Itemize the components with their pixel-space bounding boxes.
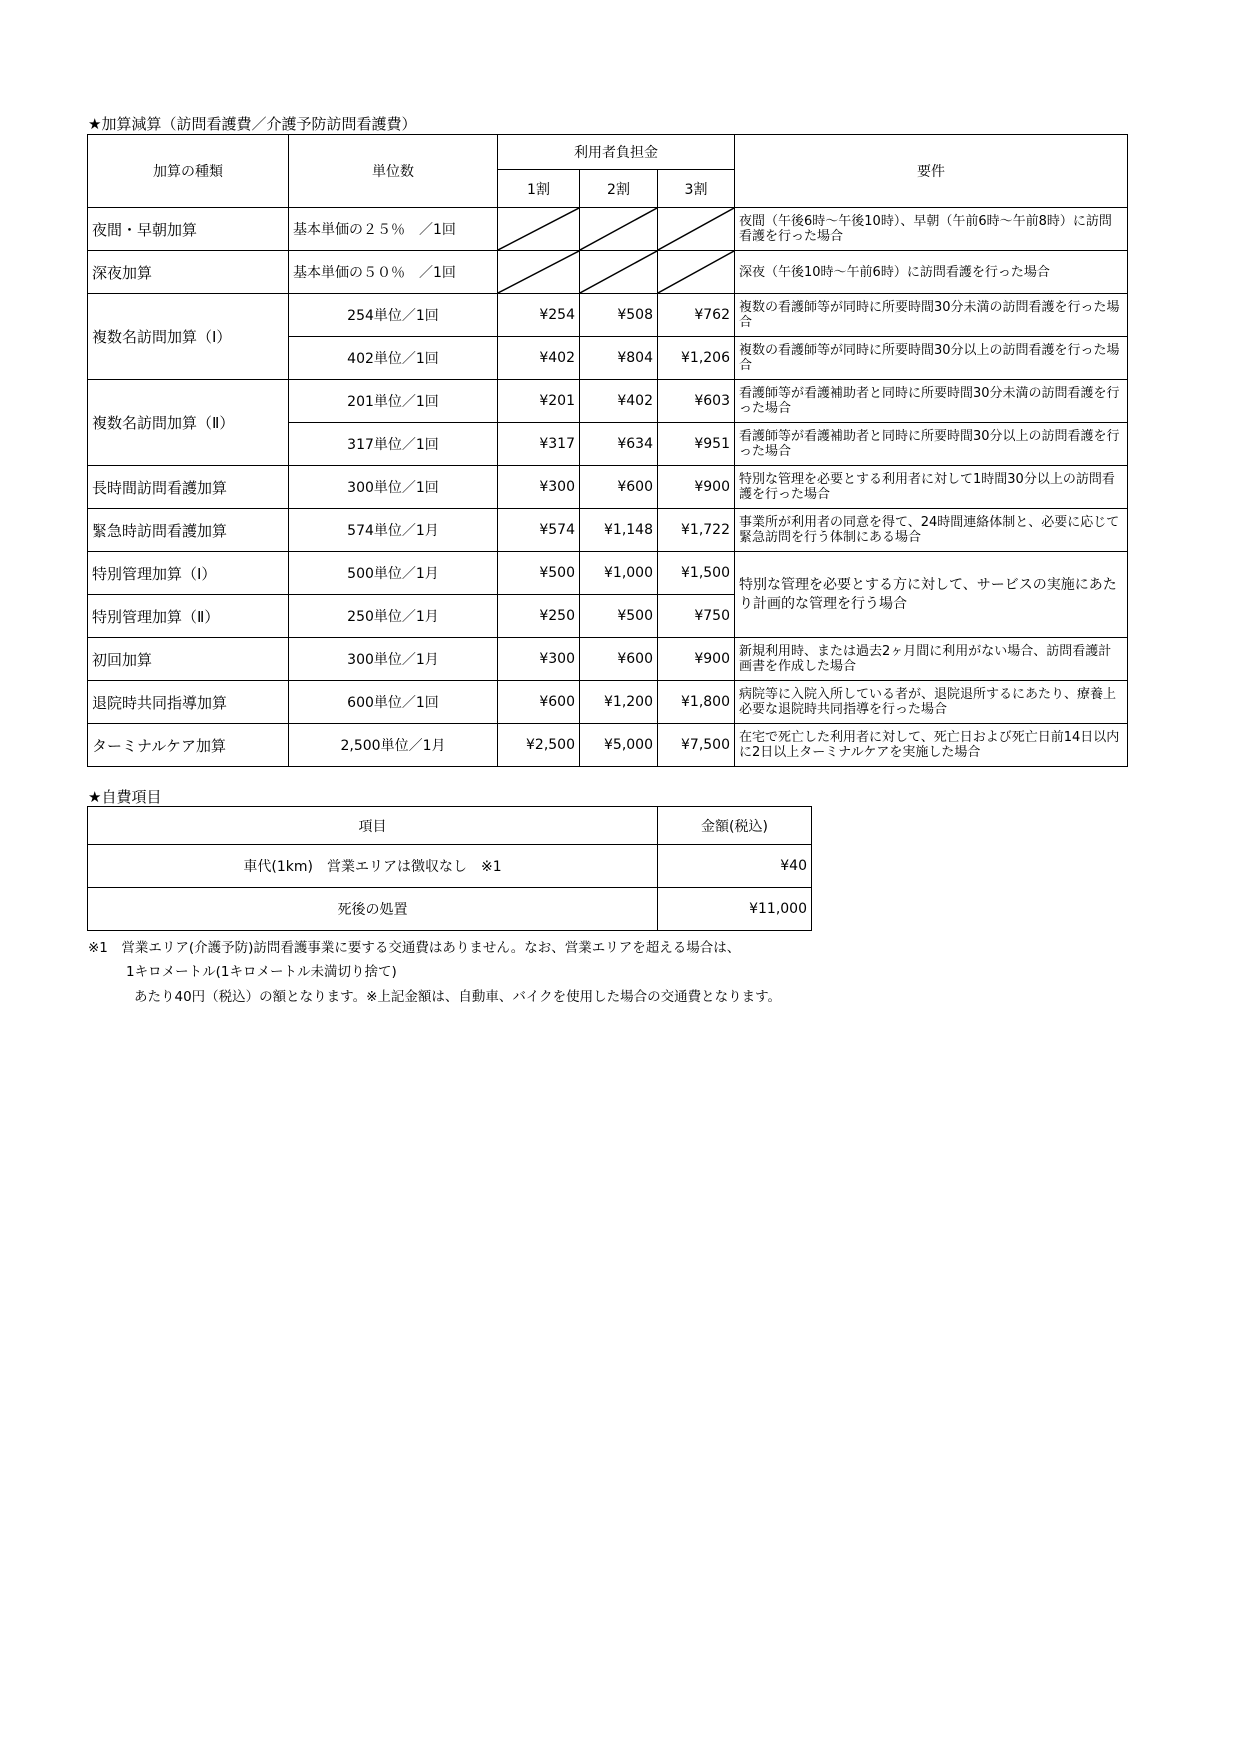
row-p2: ¥600 [580,638,658,681]
row-p2: ¥1,200 [580,681,658,724]
row-p1: ¥317 [498,423,580,466]
row-p1: ¥300 [498,466,580,509]
row-requirement: 看護師等が看護補助者と同時に所要時間30分以上の訪問看護を行った場合 [735,423,1128,466]
row-units: 402単位／1回 [289,337,498,380]
row-units: 600単位／1回 [289,681,498,724]
row-p1: ¥500 [498,552,580,595]
row-requirement: 特別な管理を必要とする方に対して、サービスの実施にあたり計画的な管理を行う場合 [735,552,1128,638]
footnote-line-3: あたり40円（税込）の額となります。※上記金額は、自動車、バイクを使用した場合の交通費となります。 [134,989,782,1005]
row-p2: ¥5,000 [580,724,658,767]
self-pay-item: 車代(1km) 営業エリアは徴収なし ※1 [88,845,658,888]
header-burden: 利用者負担金 [498,135,735,170]
row-p3: ¥1,206 [658,337,735,380]
section-title-self-pay: ★自費項目 [88,788,162,806]
additions-table [87,134,1128,767]
row-p2: ¥634 [580,423,658,466]
row-p3: ¥603 [658,380,735,423]
row-name: 夜間・早朝加算 [88,208,289,251]
slash-cell [658,251,735,294]
row-name: 退院時共同指導加算 [88,681,289,724]
section-title-additions: ★加算減算（訪問看護費／介護予防訪問看護費） [88,115,417,133]
slash-cell [658,208,735,251]
slash-cell [580,208,658,251]
row-p2: ¥1,000 [580,552,658,595]
row-units: 574単位／1月 [289,509,498,552]
row-requirement: 病院等に入院入所している者が、退院退所するにあたり、療養上必要な退院時共同指導を行った場合 [735,681,1128,724]
row-p2: ¥804 [580,337,658,380]
row-units: 基本単価の５０％ ／1回 [289,251,498,294]
row-name: 初回加算 [88,638,289,681]
row-p3: ¥1,800 [658,681,735,724]
row-p1: ¥600 [498,681,580,724]
self-pay-table [87,806,812,931]
slash-cell [498,208,580,251]
row-requirement: 夜間（午後6時～午後10時）、早朝（午前6時～午前8時）に訪問看護を行った場合 [735,208,1128,251]
header-requirement: 要件 [735,135,1128,208]
row-p3: ¥7,500 [658,724,735,767]
row-p1: ¥402 [498,337,580,380]
row-name: 複数名訪問加算（Ⅰ） [88,294,289,380]
row-units: 300単位／1月 [289,638,498,681]
row-p3: ¥1,722 [658,509,735,552]
header-amount: 金額(税込) [658,807,812,845]
row-p1: ¥250 [498,595,580,638]
row-requirement: 特別な管理を必要とする利用者に対して1時間30分以上の訪問看護を行った場合 [735,466,1128,509]
header-type: 加算の種類 [88,135,289,208]
row-units: 2,500単位／1月 [289,724,498,767]
footnote-line-2: 1キロメートル(1キロメートル未満切り捨て) [126,964,397,980]
header-units: 単位数 [289,135,498,208]
row-p2: ¥600 [580,466,658,509]
row-p1: ¥300 [498,638,580,681]
row-name: 長時間訪問看護加算 [88,466,289,509]
row-units: 500単位／1月 [289,552,498,595]
header-p1: 1割 [498,170,580,208]
footnote-line-1: ※1 営業エリア(介護予防)訪問看護事業に要する交通費はありません。なお、営業エリアを超える場合は、 [88,940,741,956]
self-pay-amount: ¥40 [658,845,812,888]
self-pay-item: 死後の処置 [88,888,658,931]
row-units: 254単位／1回 [289,294,498,337]
row-p2: ¥402 [580,380,658,423]
row-requirement: 在宅で死亡した利用者に対して、死亡日および死亡日前14日以内に2日以上ターミナルケアを実施した場合 [735,724,1128,767]
row-requirement: 深夜（午後10時～午前6時）に訪問看護を行った場合 [735,251,1128,294]
row-name: 緊急時訪問看護加算 [88,509,289,552]
row-p2: ¥1,148 [580,509,658,552]
row-p3: ¥750 [658,595,735,638]
row-requirement: 新規利用時、または過去2ヶ月間に利用がない場合、訪問看護計画書を作成した場合 [735,638,1128,681]
row-requirement: 複数の看護師等が同時に所要時間30分以上の訪問看護を行った場合 [735,337,1128,380]
row-p3: ¥900 [658,466,735,509]
row-name: ターミナルケア加算 [88,724,289,767]
row-name: 複数名訪問加算（Ⅱ） [88,380,289,466]
row-units: 基本単価の２５％ ／1回 [289,208,498,251]
row-p3: ¥951 [658,423,735,466]
row-p1: ¥2,500 [498,724,580,767]
row-requirement: 看護師等が看護補助者と同時に所要時間30分未満の訪問看護を行った場合 [735,380,1128,423]
row-requirement: 複数の看護師等が同時に所要時間30分未満の訪問看護を行った場合 [735,294,1128,337]
row-p3: ¥900 [658,638,735,681]
row-units: 250単位／1月 [289,595,498,638]
row-p1: ¥574 [498,509,580,552]
header-p3: 3割 [658,170,735,208]
slash-cell [498,251,580,294]
row-p1: ¥201 [498,380,580,423]
row-p3: ¥762 [658,294,735,337]
row-name: 特別管理加算（Ⅰ） [88,552,289,595]
header-item: 項目 [88,807,658,845]
row-units: 201単位／1回 [289,380,498,423]
row-p3: ¥1,500 [658,552,735,595]
row-name: 深夜加算 [88,251,289,294]
slash-cell [580,251,658,294]
row-units: 317単位／1回 [289,423,498,466]
self-pay-amount: ¥11,000 [658,888,812,931]
row-p2: ¥500 [580,595,658,638]
row-name: 特別管理加算（Ⅱ） [88,595,289,638]
row-p2: ¥508 [580,294,658,337]
header-p2: 2割 [580,170,658,208]
row-requirement: 事業所が利用者の同意を得て、24時間連絡体制と、必要に応じて緊急訪問を行う体制にある場合 [735,509,1128,552]
row-p1: ¥254 [498,294,580,337]
row-units: 300単位／1回 [289,466,498,509]
